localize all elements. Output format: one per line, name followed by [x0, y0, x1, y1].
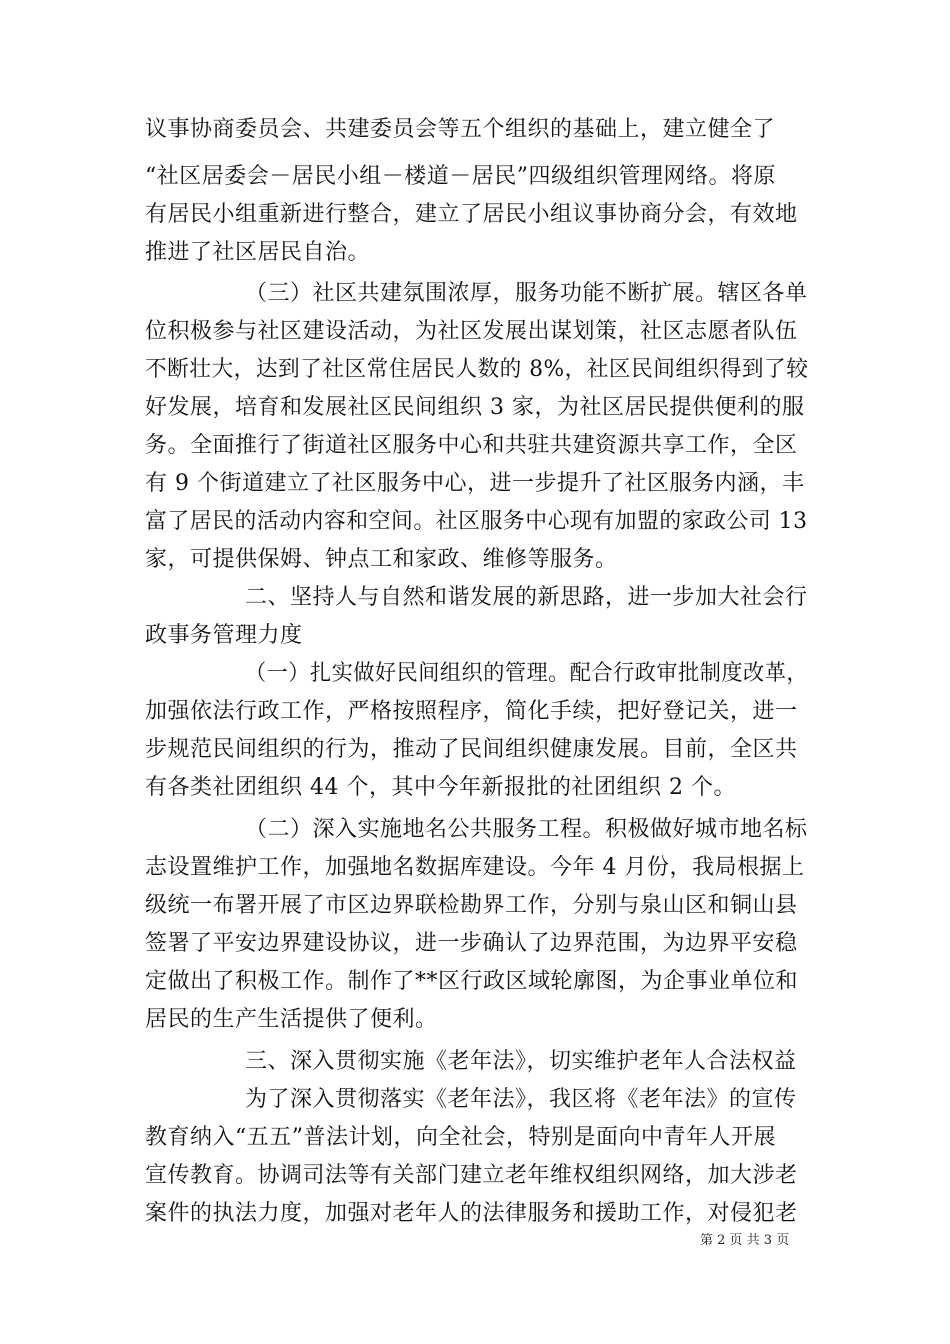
- text-line: 案件的执法力度，加强对老年人的法律服务和援助工作，对侵犯老: [145, 1201, 798, 1226]
- text-line: （三）社区共建氛围浓厚，服务功能不断扩展。辖区各单: [245, 281, 808, 306]
- text-line: 教育纳入“五五”普法计划，向全社会，特别是面向中青年人开展: [145, 1125, 776, 1150]
- text-line: 为了深入贯彻落实《老年法》，我区将《老年法》的宣传: [245, 1087, 797, 1112]
- text-line: 不断壮大，达到了社区常住居民人数的 8%，社区民间组织得到了较: [145, 357, 809, 382]
- text-line: 签署了平安边界建设协议，进一步确认了边界范围，为边界平安稳: [145, 931, 798, 956]
- text-line: 步规范民间组织的行为，推动了民间组织健康发展。目前，全区共: [145, 737, 798, 762]
- text-line: 议事协商委员会、共建委员会等五个组织的基础上，建立健全了: [145, 117, 776, 142]
- text-line: 有各类社团组织 44 个，其中今年新报批的社团组织 2 个。: [145, 775, 736, 800]
- text-line: 居民的生产生活提供了便利。: [145, 1007, 438, 1032]
- text-line: （二）深入实施地名公共服务工程。积极做好城市地名标: [245, 817, 808, 842]
- section-heading: 政事务管理力度: [145, 623, 303, 648]
- text-line: “社区居委会－居民小组－楼道－居民”四级组织管理网络。将原: [145, 164, 776, 189]
- text-line: 级统一布署开展了市区边界联检勘界工作，分别与泉山区和铜山县: [145, 893, 798, 918]
- text-line: 有居民小组重新进行整合，建立了居民小组议事协商分会，有效地: [145, 202, 798, 227]
- text-line: 位积极参与社区建设活动，为社区发展出谋划策，社区志愿者队伍: [145, 319, 798, 344]
- text-line: 富了居民的活动内容和空间。社区服务中心现有加盟的家政公司 13: [145, 509, 808, 534]
- text-line: 推进了社区居民自治。: [145, 240, 371, 265]
- text-line: 定做出了积极工作。制作了**区行政区域轮廓图，为企事业单位和: [145, 969, 799, 994]
- page-number: 第 2 页 共 3 页: [700, 1233, 790, 1248]
- section-heading: 二、坚持人与自然和谐发展的新思路，进一步加大社会行: [245, 585, 808, 610]
- text-line: 家，可提供保姆、钟点工和家政、维修等服务。: [145, 547, 618, 572]
- text-line: （一）扎实做好民间组织的管理。配合行政审批制度改革，: [245, 661, 809, 686]
- text-line: 务。全面推行了街道社区服务中心和共驻共建资源共享工作，全区: [145, 433, 798, 458]
- text-line: 宣传教育。协调司法等有关部门建立老年维权组织网络，加大涉老: [145, 1163, 798, 1188]
- text-line: 好发展，培育和发展社区民间组织 3 家，为社区居民提供便利的服: [145, 395, 805, 420]
- text-line: 加强依法行政工作，严格按照程序，简化手续，把好登记关，进一: [145, 699, 798, 724]
- text-line: 有 9 个街道建立了社区服务中心，进一步提升了社区服务内涵，丰: [145, 471, 805, 496]
- section-heading: 三、深入贯彻实施《老年法》，切实维护老年人合法权益: [245, 1049, 797, 1074]
- text-line: 志设置维护工作，加强地名数据库建设。今年 4 月份，我局根据上: [145, 855, 805, 880]
